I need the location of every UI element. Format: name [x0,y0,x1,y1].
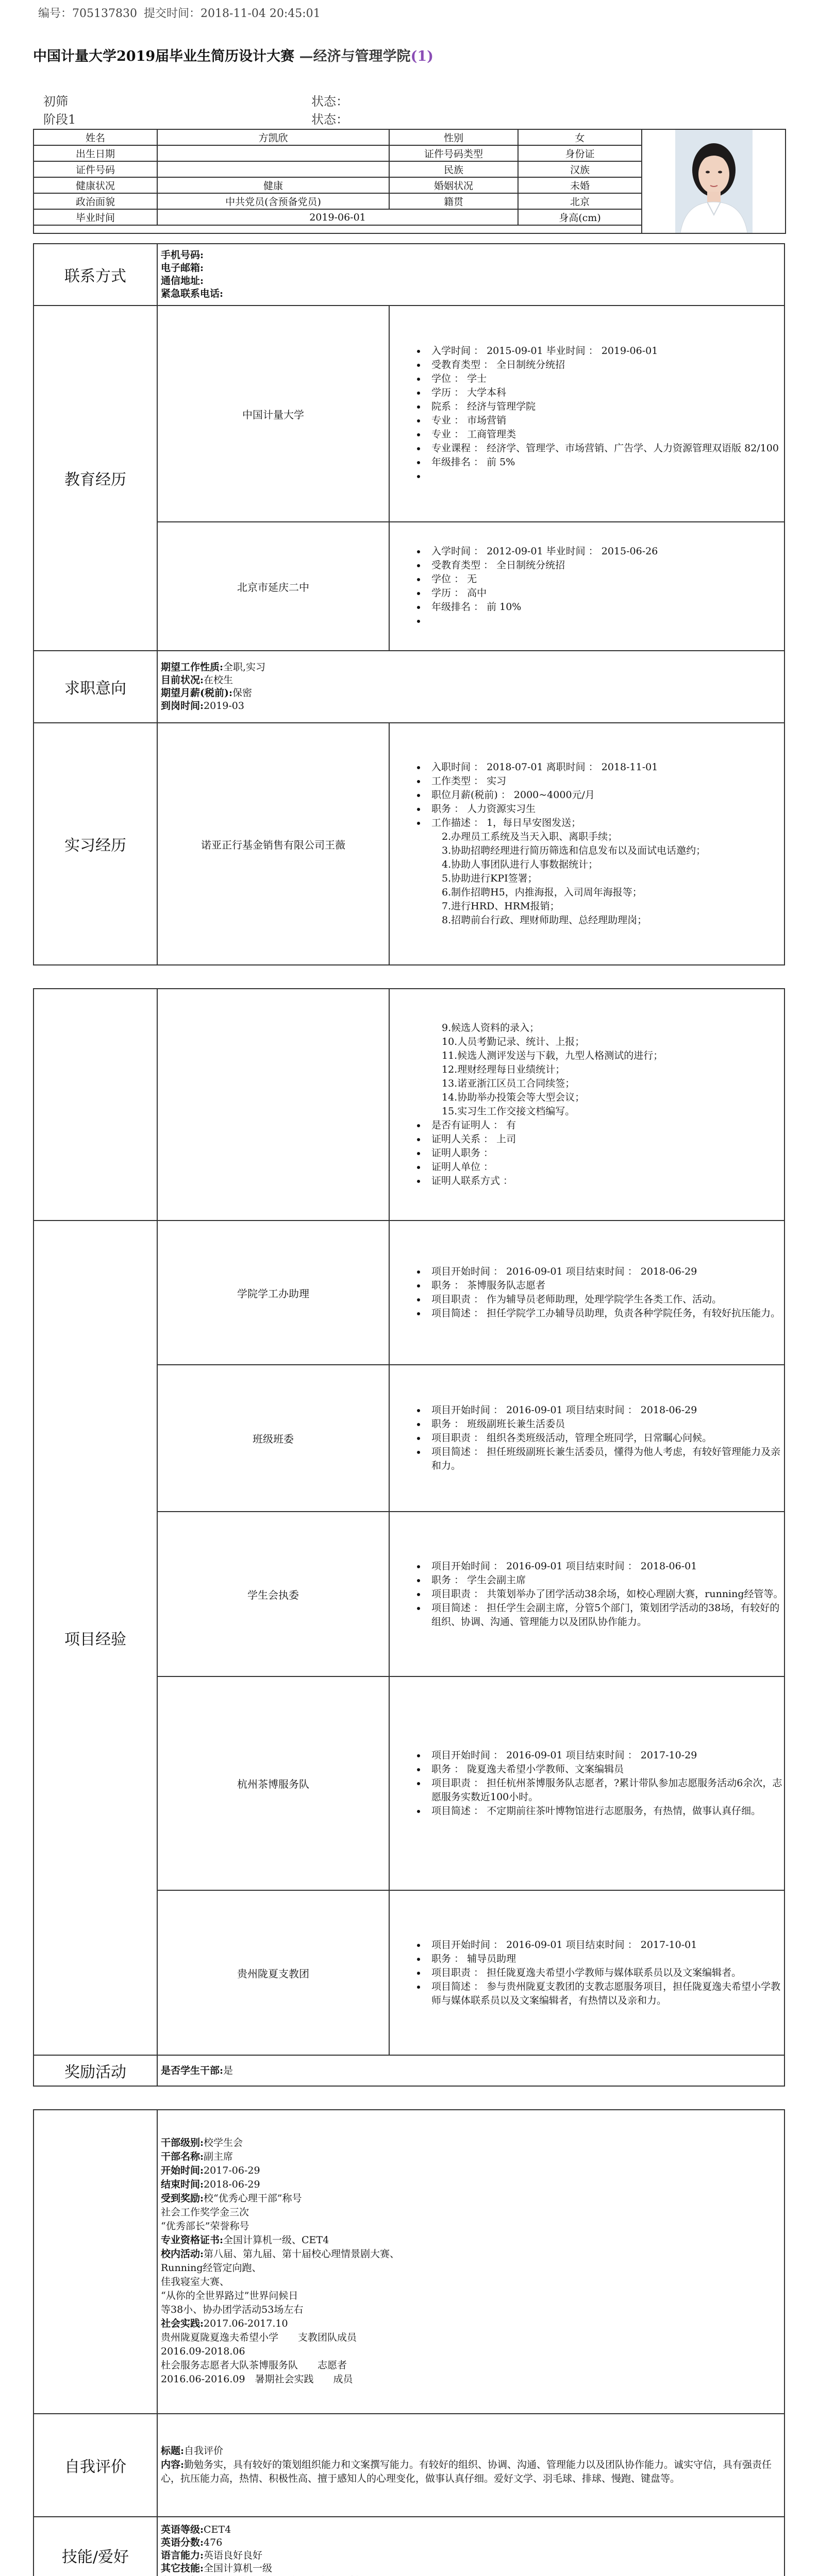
gender-label: 性别 [389,129,518,145]
list-item: • 项目职责 ： 担任杭州茶博服务队志愿者，?累计带队参加志愿服务活动6余次，志愿服务实数近100小时。 [426,1776,783,1804]
list-item: • 证明人单位 ： [426,1160,783,1174]
native-label: 籍贯 [389,193,518,209]
name-label: 姓名 [34,129,157,145]
list-item: • 受教育类型 ： 全日制统分统招 [426,558,783,572]
contact-address: 通信地址: [161,275,204,286]
list-item: • 专业课程 ： 经济学、管理学、市场营销、广告学、人力资源管理双语版 82/100 [426,442,783,455]
job-nature: 期望工作性质:全职,实习 [161,662,266,673]
award-line: “优秀部长”荣誉称号 [161,2221,249,2232]
idtype-value: 身份证 [518,145,642,161]
list-item: • 职务 ： 人力资源实习生 [426,802,783,816]
desc-line: 5.协助进行KPI签署； [442,873,538,884]
desc-line: 8.招聘前台行政、理财师助理、总经理助理岗； [442,914,647,926]
contact-email: 电子邮箱: [161,262,204,274]
title-main: 中国计量大学2019届毕业生简历设计大赛 [33,48,295,64]
intern-continue-details [389,989,784,1221]
list-item: • 职务 ： 学生会副主席 [426,1573,783,1587]
resume-table-1 [33,243,785,965]
section-self-eval: 自我评价 [34,2414,157,2517]
list-item: • 学历 ： 大学本科 [426,386,783,400]
skill-row: 英语分数:476 [161,2536,223,2548]
contact-phone: 手机号码: [161,249,204,261]
list-item: • 项目简述 ： 担任学院学工办辅导员助理，负责各种学院任务，有较好抗压能力。 [426,1307,783,1320]
award-line: 校内活动:第八届、第九届、第十届校心理情景剧大赛、 [161,2248,400,2260]
desc-line: 7.进行HRD、HRM报销； [442,901,560,912]
list-item [426,614,783,628]
idtype-label: 证件号码类型 [389,145,518,161]
intern-details [389,723,784,965]
list-item: • 是否有证明人 ： 有 [426,1118,783,1132]
list-item: • 项目职责 ： 组织各类班级活动，管理全班同学，日常瞩心问候。 [426,1431,783,1445]
list-item: • 学位 ： 无 [426,572,783,586]
section-contact: 联系方式 [34,244,157,306]
award-line: 开始时间:2017-06-29 [161,2165,260,2176]
list-item: • 年级排名 ： 前 5% [426,455,783,469]
list-item: • 专业 ： 市场营销 [426,414,783,428]
desc-line: 15.实习生工作交接文档编写。 [442,1106,575,1117]
meta-line [33,5,785,30]
avatar-photo [675,130,753,233]
gender-value: 女 [518,129,642,145]
politics-label: 政治面貌 [34,193,157,209]
section-skills: 技能/爱好 [34,2517,157,2576]
list-item: • 项目职责 ： 共策划举办了团学活动38余场，如校心理剧大赛，running经管等。 [426,1587,783,1601]
height-value [34,225,642,233]
school-details [389,522,784,651]
award-line: 结束时间:2018-06-29 [161,2179,260,2190]
submit-label: 提交时间： [144,7,201,20]
skill-row: 英语等级:CET4 [161,2523,231,2535]
title-dept: —经济与管理学院 [299,48,411,64]
job-salary: 期望月薪(税前):保密 [161,687,253,699]
desc-line: 6.制作招聘H5，内推海报，入司周年海报等； [442,887,642,898]
resume-table-2 [33,988,785,2087]
resume-table-3 [33,2109,785,2576]
status-row [33,93,785,111]
list-item: • 职位月薪(税前) ： 2000~4000元/月 [426,788,783,802]
list-item: • 项目简述 ： 担任学生会副主席，分管5个部门，策划团学活动的38场，有较好的组织、协调、沟通、管理能力以及团队协作能力。 [426,1601,783,1629]
status-label: 状态： [311,94,348,109]
skill-row: 语言能力:英语良好良好 [161,2549,263,2561]
award-line: 等38小、协办团学活动53场左右 [161,2304,304,2315]
avatar [642,130,785,233]
birth-label: 出生日期 [34,145,157,161]
contact-emergency: 紧急联系电话: [161,288,224,299]
section-education: 教育经历 [34,306,157,651]
award-line: 社会实践:2017.06-2017.10 [161,2318,288,2329]
award-line: 干部名称:副主席 [161,2151,233,2162]
list-item: • 项目简述 ： 参与贵州陇夏支教团的支教志愿服务项目，担任陇夏逸夫希望小学教师与媒体联系员以及文案编辑者，有热情以及亲和力。 [426,1980,783,2008]
list-item: • 项目简述 ： 担任班级副班长兼生活委员，懂得为他人考虑，有较好管理能力及亲和力。 [426,1445,783,1473]
project-name: 班级班委 [157,1365,389,1512]
grad-value: 2019-06-01 [157,209,518,225]
list-item [426,469,783,483]
intern-company: 诺亚正行基金销售有限公司王薇 [157,723,389,965]
politics-value: 中共党员(含预备党员) [157,193,389,209]
list-item: • 入学时间 ： 2012-09-01 毕业时间 ： 2015-06-26 [426,545,783,558]
self-eval-block: 标题:自我评价 内容:勤勉务实，具有较好的策划组织能力和文案撰写能力。有较好的组织、协调、沟通、管理能力以及团队协作能力。诚实守信，具有强责任心，抗压能力高，热情、积极性高、擅于感知人的心理变化，做事认真仔细。爱好文学、羽毛球、排球、慢跑、键盘等。 [157,2414,784,2517]
list-item: • 学历 ： 高中 [426,586,783,600]
desc-line: 9.候选人资料的录入； [442,1022,540,1033]
list-item: • 项目开始时间 ： 2016-09-01 项目结束时间 ： 2017-10-29 [426,1749,783,1762]
list-item: • 院系 ： 经济与管理学院 [426,400,783,414]
job-status: 目前状况:在校生 [161,674,233,686]
list-item: • 证明人关系 ： 上司 [426,1132,783,1146]
award-line: 受到奖励:校“优秀心理干部”称号 [161,2193,302,2204]
award-line: 贵州陇夏陇夏逸夫希望小学 支教团队成员 [161,2332,357,2343]
section-awards: 奖励活动 [34,2055,157,2086]
skills-block [157,2517,784,2576]
desc-line: 10.人员考勤记录、统计、上报； [442,1036,585,1047]
desc-line: 13.诺亚浙江区员工合同续签； [442,1078,575,1089]
award-line: 2016.06-2016.09 暑期社会实践 成员 [161,2374,353,2385]
desc-line: 12.理财经理每日业绩统计； [442,1064,565,1075]
marriage-label: 婚姻状况 [389,177,518,193]
project-name: 学院学工办助理 [157,1221,389,1365]
status-stage: 阶段1 [43,112,76,127]
project-details [389,1890,784,2055]
list-item: • 项目开始时间 ： 2016-09-01 项目结束时间 ： 2018-06-01 [426,1560,783,1573]
status-label: 状态： [311,112,348,127]
health-label: 健康状况 [34,177,157,193]
list-item: • 受教育类型 ： 全日制统分统招 [426,358,783,372]
list-item: • 入学时间 ： 2015-09-01 毕业时间 ： 2019-06-01 [426,344,783,358]
birth-value [157,145,389,161]
list-item: • 项目开始时间 ： 2016-09-01 项目结束时间 ： 2017-10-01 [426,1938,783,1952]
section-projects: 项目经验 [34,1221,157,2055]
page-title [33,46,785,93]
award-line: Running经管定向跑、 [161,2262,262,2274]
award-line: 社会工作奖学金三次 [161,2207,249,2218]
list-item: • 证明人职务 ： [426,1146,783,1160]
grad-label: 毕业时间 [34,209,157,225]
list-item: • 专业 ： 工商管理类 [426,428,783,442]
desc-line: 3.协助招聘经理进行简历筛选和信息发布以及面试电话邀约； [442,845,706,856]
idno-value [157,161,389,177]
award-line: 杜会服务志愿者大队茶博服务队 志愿者 [161,2360,347,2371]
list-item: • 年级排名 ： 前 10% [426,600,783,614]
desc-line: 14.协助举办投策会等大型会议； [442,1092,585,1103]
name-value: 方凯欣 [157,129,389,145]
contact-block [157,244,784,306]
section-internship: 实习经历 [34,723,157,965]
desc-line: 2.办理员工系统及当天入职、离职手续； [442,831,618,842]
award-line: 2016.09-2018.06 [161,2346,245,2357]
list-item: • 项目简述 ： 不定期前往茶叶博物馆进行志愿服务，有热情，做事认真仔细。 [426,1804,783,1818]
intern-continue-label [34,989,157,1221]
id-label: 编号： [38,7,73,20]
skill-row: 其它技能:全国计算机一级 [161,2562,273,2574]
list-item: • 证明人联系方式 ： [426,1174,783,1188]
photo-cell [642,129,786,233]
project-details [389,1676,784,1890]
awards-details [157,2110,784,2414]
self-eval-content: 勤勉务实，具有较好的策划组织能力和文案撰写能力。有较好的组织、协调、沟通、管理能力以及团队协作能力。诚实守信，具有强责任心，抗压能力高，热情、积极性高、擅于感知人的心理变化，做事认真仔细。爱好文学、羽毛球、排球、慢跑、键盘等。 [161,2459,772,2484]
award-line: 佳我寝室大赛、 [161,2276,230,2287]
project-name: 杭州茶博服务队 [157,1676,389,1890]
id-value: 705137830 [72,7,137,20]
school-details [389,306,784,522]
project-name: 学生会执委 [157,1512,389,1676]
job-arrival: 到岗时间:2019-03 [161,700,244,711]
desc-line: 4.协助人事团队进行人事数据统计； [442,859,598,870]
list-item: • 项目职责 ： 担任陇夏逸夫希望小学教师与媒体联系员以及文案编辑者。 [426,1966,783,1980]
list-item: • 职务 ： 茶博服务队志愿者 [426,1279,783,1293]
project-details [389,1221,784,1365]
submit-value: 2018-11-04 20:45:01 [201,7,321,20]
award-line: 干部级别:校学生会 [161,2137,243,2148]
native-value: 北京 [518,193,642,209]
school-name: 北京市延庆二中 [157,522,389,651]
basic-info-table [33,129,786,234]
project-name: 贵州陇夏支教团 [157,1890,389,2055]
award-line: 专业资格证书:全国计算机一级、CET4 [161,2234,329,2246]
list-item: • 项目职责 ： 作为辅导员老师助理，处理学院学生各类工作、活动。 [426,1293,783,1307]
list-item: • 入职时间 ： 2018-07-01 离职时间 ： 2018-11-01 [426,760,783,774]
award-line: “从你的全世界路过”世界问候日 [161,2290,298,2301]
list-item: • 工作类型 ： 实习 [426,774,783,788]
awards-continue-label [34,2110,157,2414]
status-stage: 初筛 [43,94,68,109]
desc-line: 11.候选人测评发送与下载，九型人格测试的进行； [442,1050,663,1061]
intern-continue-org [157,989,389,1221]
health-value: 健康 [157,177,389,193]
nation-value: 汉族 [518,161,642,177]
status-row [33,111,785,129]
idno-label: 证件号码 [34,161,157,177]
title-stage-link[interactable]: (1) [410,48,433,64]
project-details [389,1365,784,1512]
list-item: • 工作描述 ： 1，每日早安图发送； [426,816,783,830]
marriage-value: 未婚 [518,177,642,193]
job-block [157,651,784,723]
list-item: • 项目开始时间 ： 2016-09-01 项目结束时间 ： 2018-06-29 [426,1265,783,1279]
height-label: 身高(cm) [518,209,642,225]
school-name: 中国计量大学 [157,306,389,522]
list-item: • 职务 ： 辅导员助理 [426,1952,783,1966]
list-item: • 项目开始时间 ： 2016-09-01 项目结束时间 ： 2018-06-29 [426,1403,783,1417]
cadre-row: 是否学生干部:是 [157,2055,784,2086]
project-details [389,1512,784,1676]
list-item: • 职务 ： 陇夏逸夫希望小学教师、文案编辑员 [426,1762,783,1776]
self-eval-title: 自我评价 [184,2445,224,2456]
nation-label: 民族 [389,161,518,177]
section-job-intention: 求职意向 [34,651,157,723]
list-item: • 学位 ： 学士 [426,372,783,386]
list-item: • 职务 ： 班级副班长兼生活委员 [426,1417,783,1431]
